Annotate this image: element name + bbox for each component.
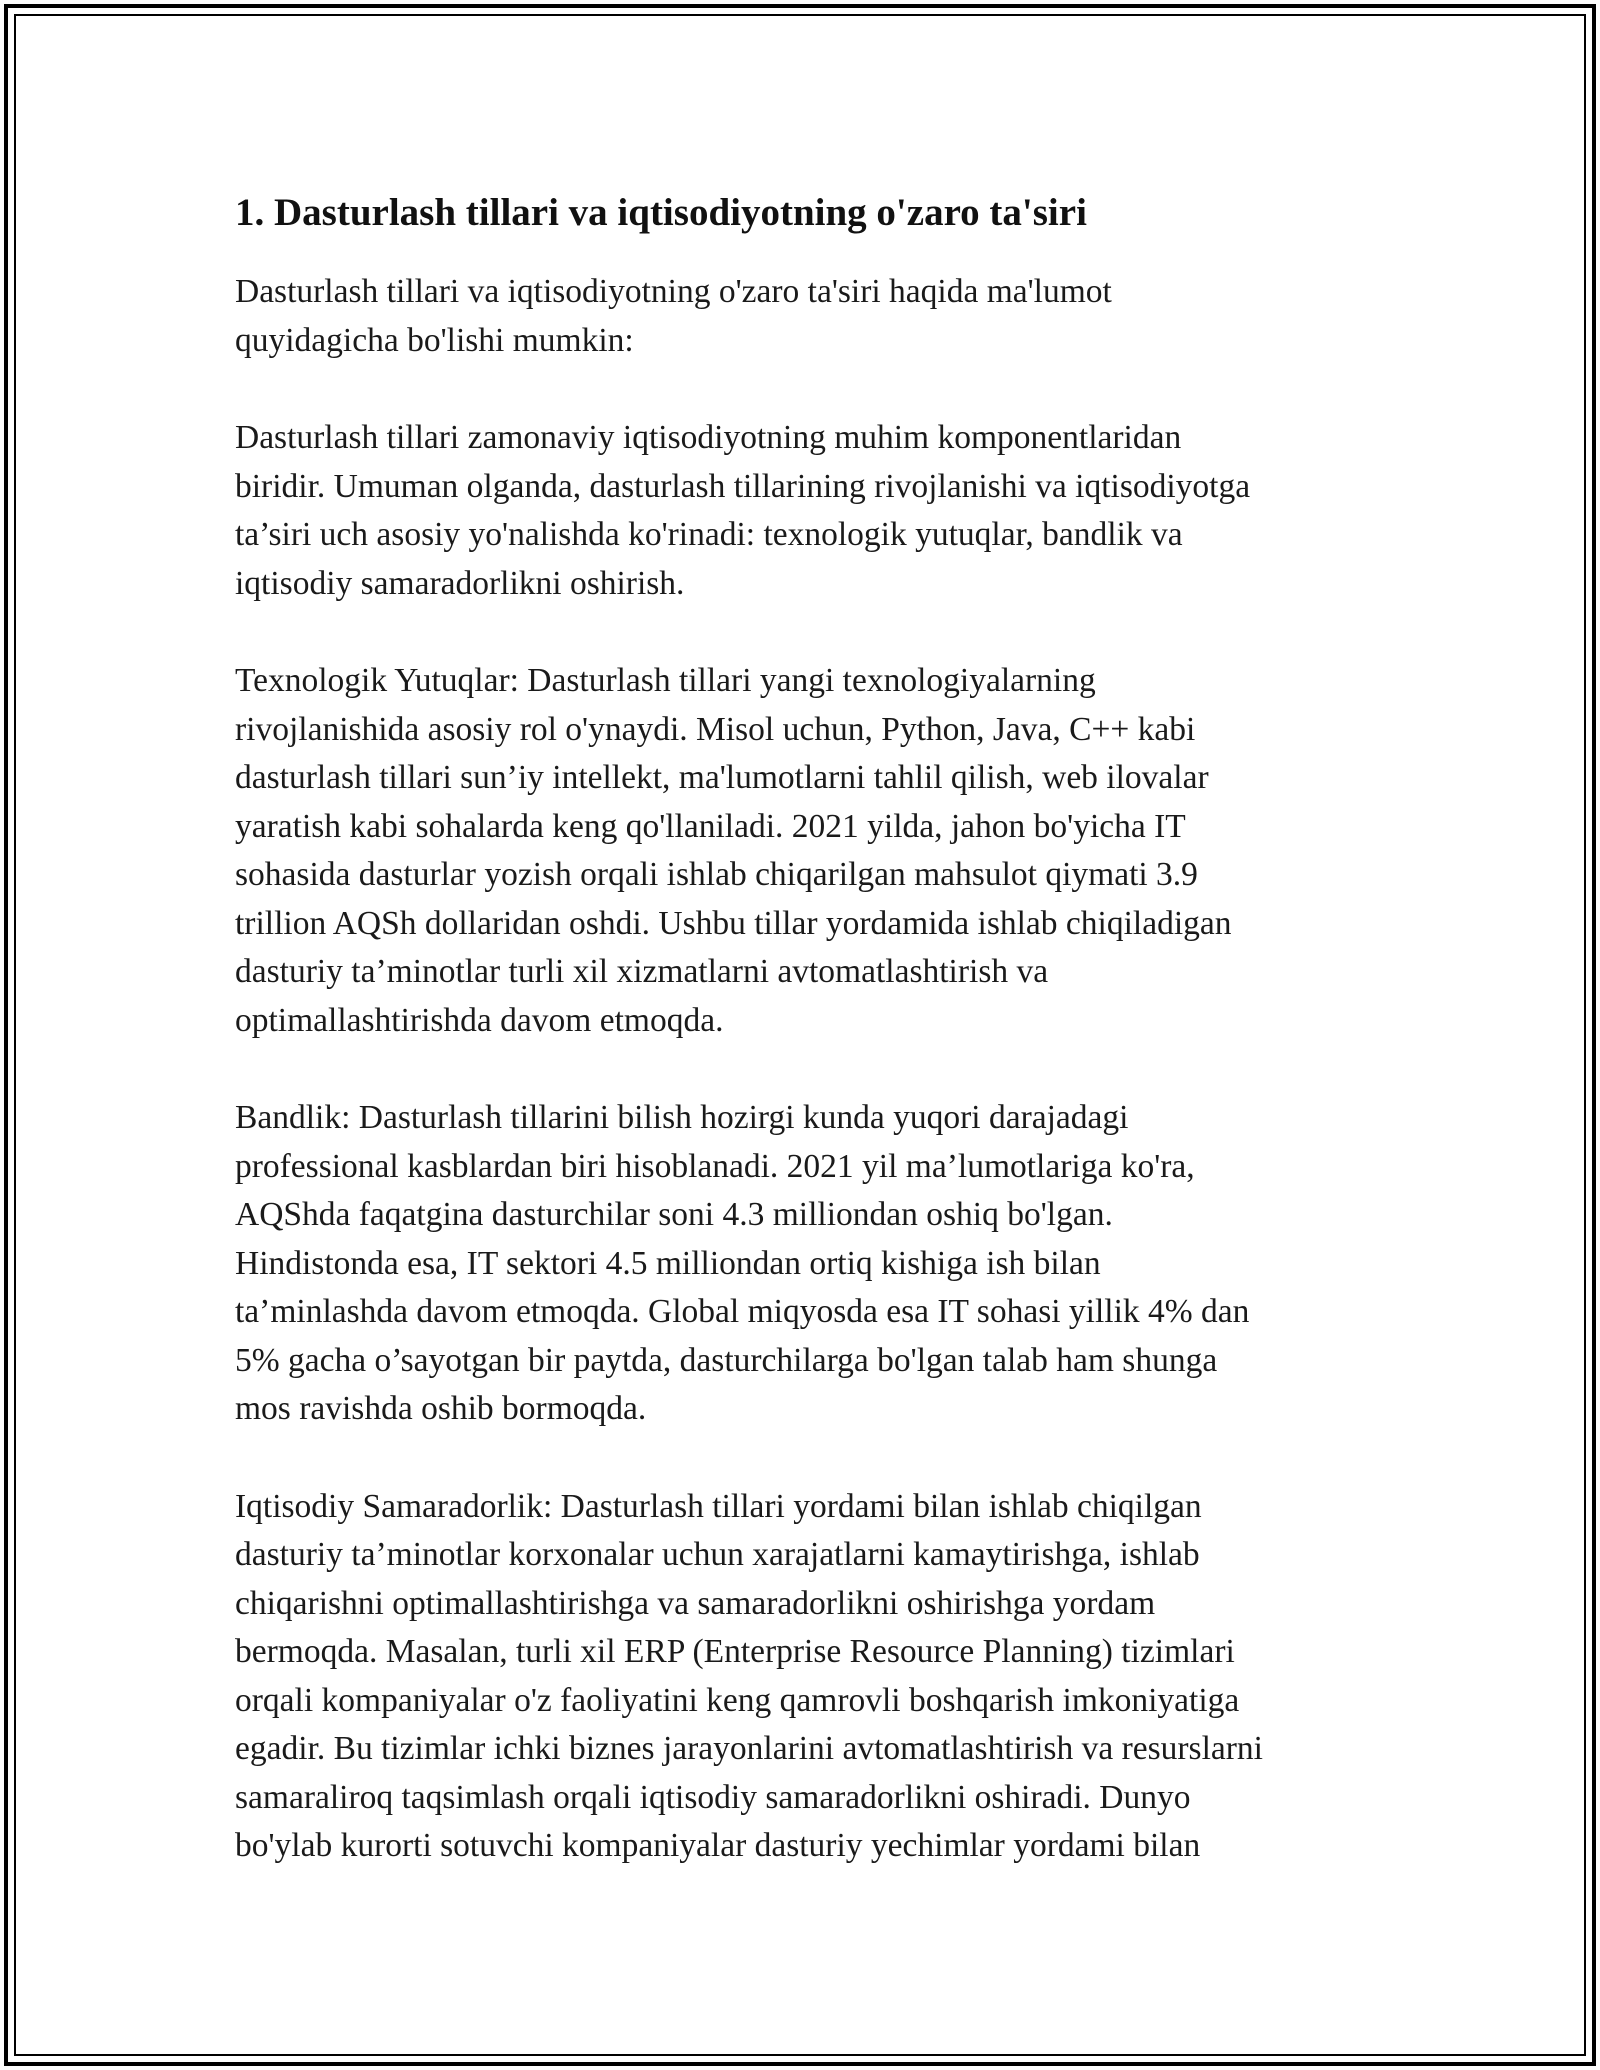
paragraph-employment: Bandlik: Dasturlash tillarini bilish hozirgi kunda yuqori darajadagi professional kasblardan biri hisoblanadi. 2021 yil ma’lumotlariga ko'ra, AQShda faqatgina dasturchilar soni 4.3 milliondan oshiq bo'lgan. Hindistonda esa, IT sektori 4.5 milliondan ortiq kishiga ish bilan ta’minlashda davom etmoqda. Global miqyosda esa IT sohasi yillik 4% dan 5% gacha o’sayotgan bir paytda, dasturchilarga bo'lgan talab ham shunga mos ravishda oshib bormoqda. xyxy=(235,1099,1250,1427)
document-body xyxy=(235,184,1385,1920)
paragraph-intro: Dasturlash tillari va iqtisodiyotning o'zaro ta'siri haqida ma'lumot quyidagicha bo'lishi mumkin: xyxy=(235,273,1112,359)
paragraph-technological-achievements: Texnologik Yutuqlar: Dasturlash tillari yangi texnologiyalarning rivojlanishida asosiy rol o'ynaydi. Misol uchun, Python, Java, C++ kabi dasturlash tillari sun’iy intellekt, ma'lumotlarni tahlil qilish, web ilovalar yaratish kabi sohalarda keng qo'llaniladi. 2021 yilda, jahon bo'yicha IT sohasida dasturlar yozish orqali ishlab chiqarilgan mahsulot qiymati 3.9 trillion AQSh dollaridan oshdi. Ushbu tillar yordamida ishlab chiqiladigan dasturiy ta’minotlar turli xil xizmatlarni avtomatlashtirish va optimallashtirishda davom etmoqda. xyxy=(235,662,1232,1039)
paragraph-economic-efficiency: Iqtisodiy Samaradorlik: Dasturlash tillari yordami bilan ishlab chiqilgan dasturiy ta’minotlar korxonalar uchun xarajatlarni kamaytirishga, ishlab chiqarishni optimallashtirishga va samaradorlikni oshirishga yordam bermoqda. Masalan, turli xil ERP (Enterprise Resource Planning) tizimlari orqali kompaniyalar o'z faoliyatini keng qamrovli boshqarish imkoniyatiga egadir. Bu tizimlar ichki biznes jarayonlarini avtomatlashtirish va resurslarni samaraliroq taqsimlash orqali iqtisodiy samaradorlikni oshiradi. Dunyo bo'ylab kurorti sotuvchi kompaniyalar dasturiy yechimlar yordami bilan xyxy=(235,1487,1263,1864)
paragraph-overview: Dasturlash tillari zamonaviy iqtisodiyotning muhim komponentlaridan biridir. Umuman olganda, dasturlash tillarining rivojlanishi va iqtisodiyotga ta’siri uch asosiy yo'nalishda ko'rinadi: texnologik yutuqlar, bandlik va iqtisodiy samaradorlikni oshirish. xyxy=(235,419,1251,602)
section-heading: 1. Dasturlash tillari va iqtisodiyotning o'zaro ta'siri xyxy=(235,191,1087,234)
